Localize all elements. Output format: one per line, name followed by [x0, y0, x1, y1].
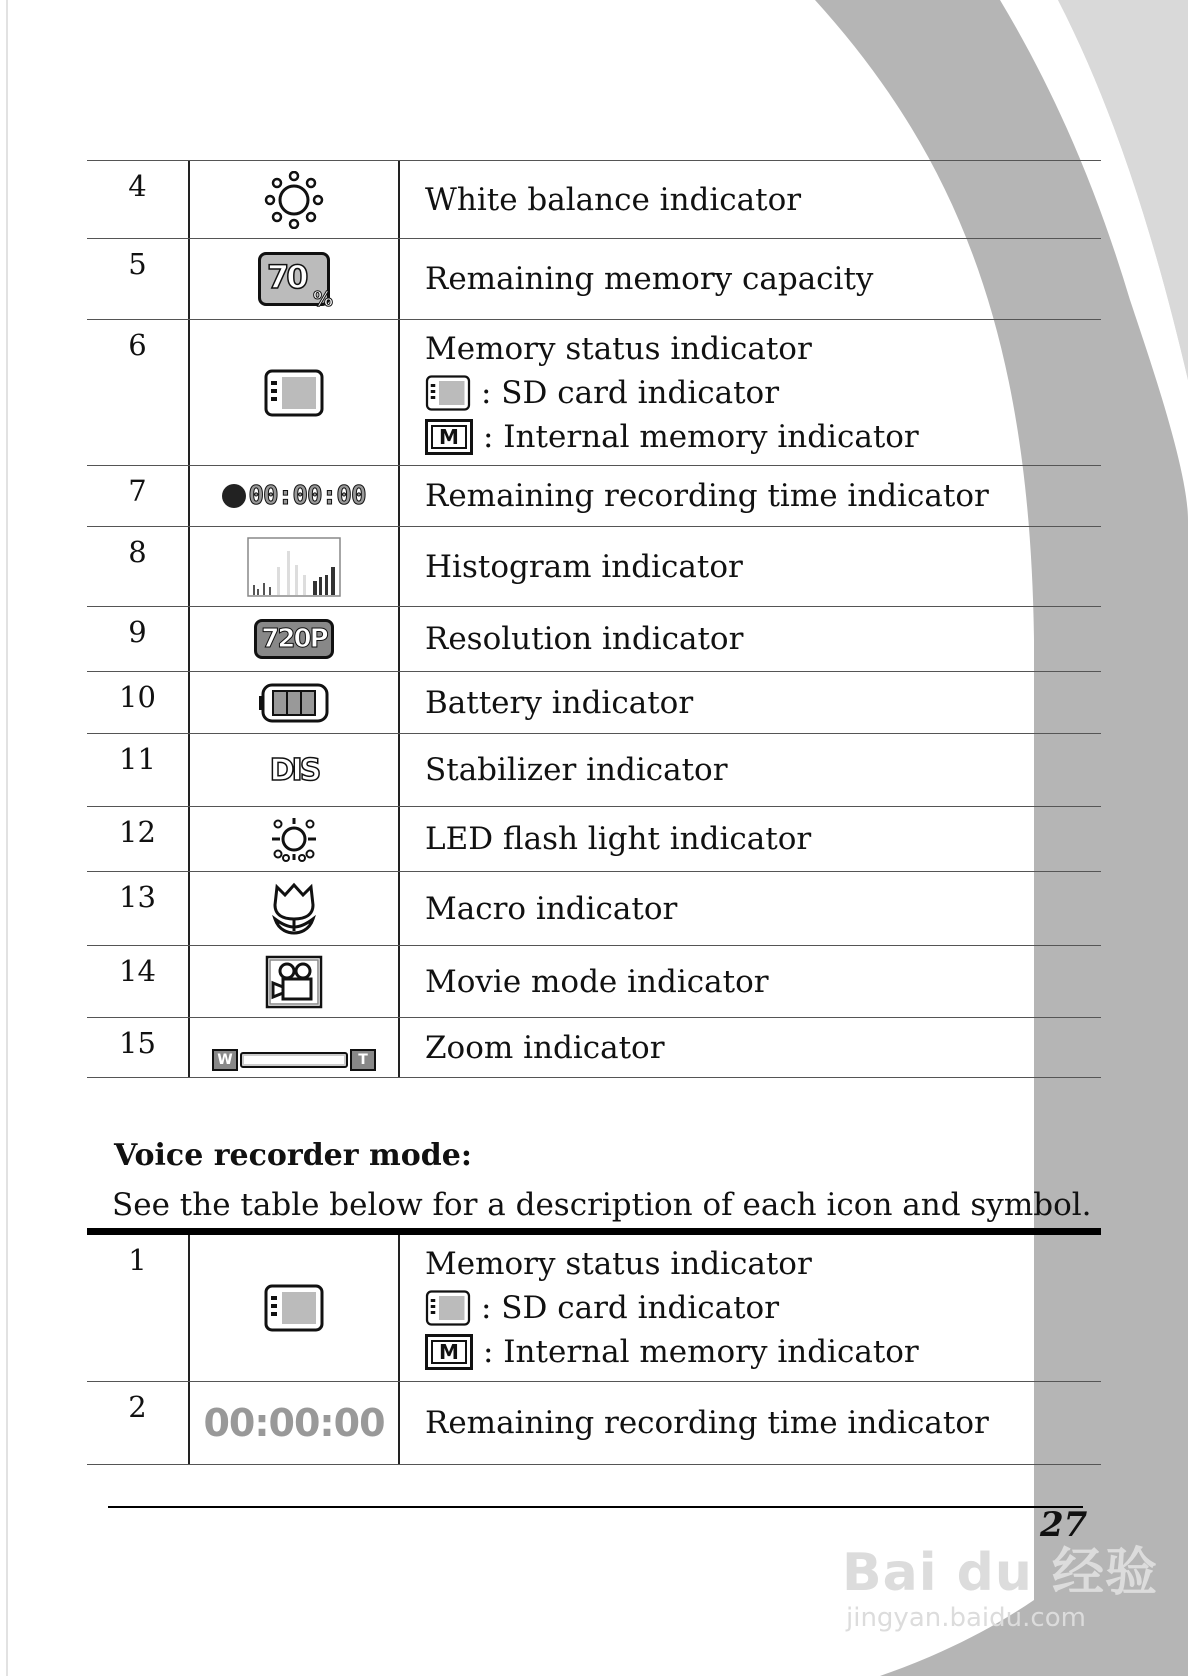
row-number: 12	[87, 807, 190, 871]
row-number: 8	[87, 527, 190, 606]
table-row	[87, 672, 1101, 734]
timer-value: 00:00:00	[203, 1401, 385, 1445]
row-number: 1	[87, 1235, 190, 1381]
timer-text-icon	[190, 1382, 400, 1464]
internal-memory-label: : Internal memory indicator	[483, 1334, 919, 1370]
table-row	[87, 946, 1101, 1018]
dis-stabilizer-icon	[190, 734, 400, 806]
resolution-720p-icon	[190, 607, 400, 671]
resolution-value: 720P	[254, 619, 333, 659]
row-description: Memory status indicator	[425, 1246, 812, 1282]
sd-card-icon	[425, 375, 471, 411]
zoom-wide-label: W	[212, 1049, 238, 1071]
table-row	[87, 807, 1101, 872]
row-description: White balance indicator	[425, 181, 802, 218]
table-row	[87, 161, 1101, 239]
table-row	[87, 527, 1101, 607]
row-number: 4	[87, 161, 190, 238]
row-number: 9	[87, 607, 190, 671]
row-description: Macro indicator	[425, 890, 678, 927]
row-description: Stabilizer indicator	[425, 752, 728, 788]
battery-icon	[190, 672, 400, 733]
zoom-tele-label: T	[350, 1049, 376, 1071]
row-description: Memory status indicator	[425, 330, 812, 367]
footer-rule	[108, 1506, 1083, 1508]
row-number: 7	[87, 466, 190, 526]
row-number: 15	[87, 1018, 190, 1077]
row-description: Battery indicator	[425, 684, 694, 721]
histogram-icon	[190, 527, 400, 606]
row-number: 14	[87, 946, 190, 1017]
row-description: Resolution indicator	[425, 621, 744, 657]
row-description: Remaining recording time indicator	[425, 1405, 989, 1441]
row-description: Movie mode indicator	[425, 963, 769, 1000]
sd-card-label: : SD card indicator	[481, 374, 780, 411]
table-row	[87, 466, 1101, 527]
sd-card-icon	[190, 320, 400, 465]
watermark-url: jingyan.baidu.com	[846, 1603, 1086, 1633]
watermark-main: Bai du 经验	[842, 1543, 1158, 1603]
memory-capacity-70-percent-icon	[190, 239, 400, 319]
page-number: 27	[1040, 1505, 1088, 1545]
table-row	[87, 1235, 1101, 1382]
percent-sign: %	[312, 287, 333, 311]
record-timer-icon	[190, 466, 400, 526]
row-description: Histogram indicator	[425, 548, 743, 585]
row-number: 11	[87, 734, 190, 806]
movie-camera-icon	[190, 946, 400, 1017]
internal-memory-label: : Internal memory indicator	[483, 418, 919, 455]
baidu-watermark	[842, 1530, 1158, 1633]
row-number: 5	[87, 239, 190, 319]
zoom-track	[240, 1052, 348, 1068]
record-dot-icon	[222, 484, 246, 508]
sd-card-label: : SD card indicator	[481, 1290, 780, 1326]
sd-card-icon	[190, 1235, 400, 1381]
timer-value: 00:00:00	[248, 481, 366, 511]
row-description: Remaining recording time indicator	[425, 478, 989, 514]
table-row	[87, 239, 1101, 320]
voice-recorder-heading: Voice recorder mode:	[114, 1138, 472, 1173]
white-balance-sun-icon	[190, 161, 400, 238]
voice-recorder-intro: See the table below for a description of each icon and symbol.	[112, 1187, 1092, 1223]
voice-indicator-table	[87, 1228, 1101, 1465]
row-description: LED flash light indicator	[425, 821, 812, 857]
macro-flower-icon	[190, 872, 400, 945]
row-number: 2	[87, 1382, 190, 1464]
internal-memory-icon: M	[425, 419, 473, 455]
row-number: 10	[87, 672, 190, 733]
row-description: Remaining memory capacity	[425, 261, 874, 297]
stabilizer-text: DIS	[269, 752, 319, 788]
row-number: 6	[87, 320, 190, 465]
table-row	[87, 320, 1101, 466]
sd-card-icon	[425, 1290, 471, 1326]
table-row	[87, 607, 1101, 672]
row-number: 13	[87, 872, 190, 945]
table-row	[87, 734, 1101, 807]
internal-memory-icon: M	[425, 1334, 473, 1370]
table-row	[87, 1382, 1101, 1465]
table-row	[87, 872, 1101, 946]
indicator-table	[87, 160, 1101, 1078]
led-flash-icon	[190, 807, 400, 871]
table-row	[87, 1018, 1101, 1078]
row-description: Zoom indicator	[425, 1029, 665, 1066]
zoom-bar-icon	[190, 1018, 400, 1077]
capacity-value: 70	[267, 258, 306, 296]
